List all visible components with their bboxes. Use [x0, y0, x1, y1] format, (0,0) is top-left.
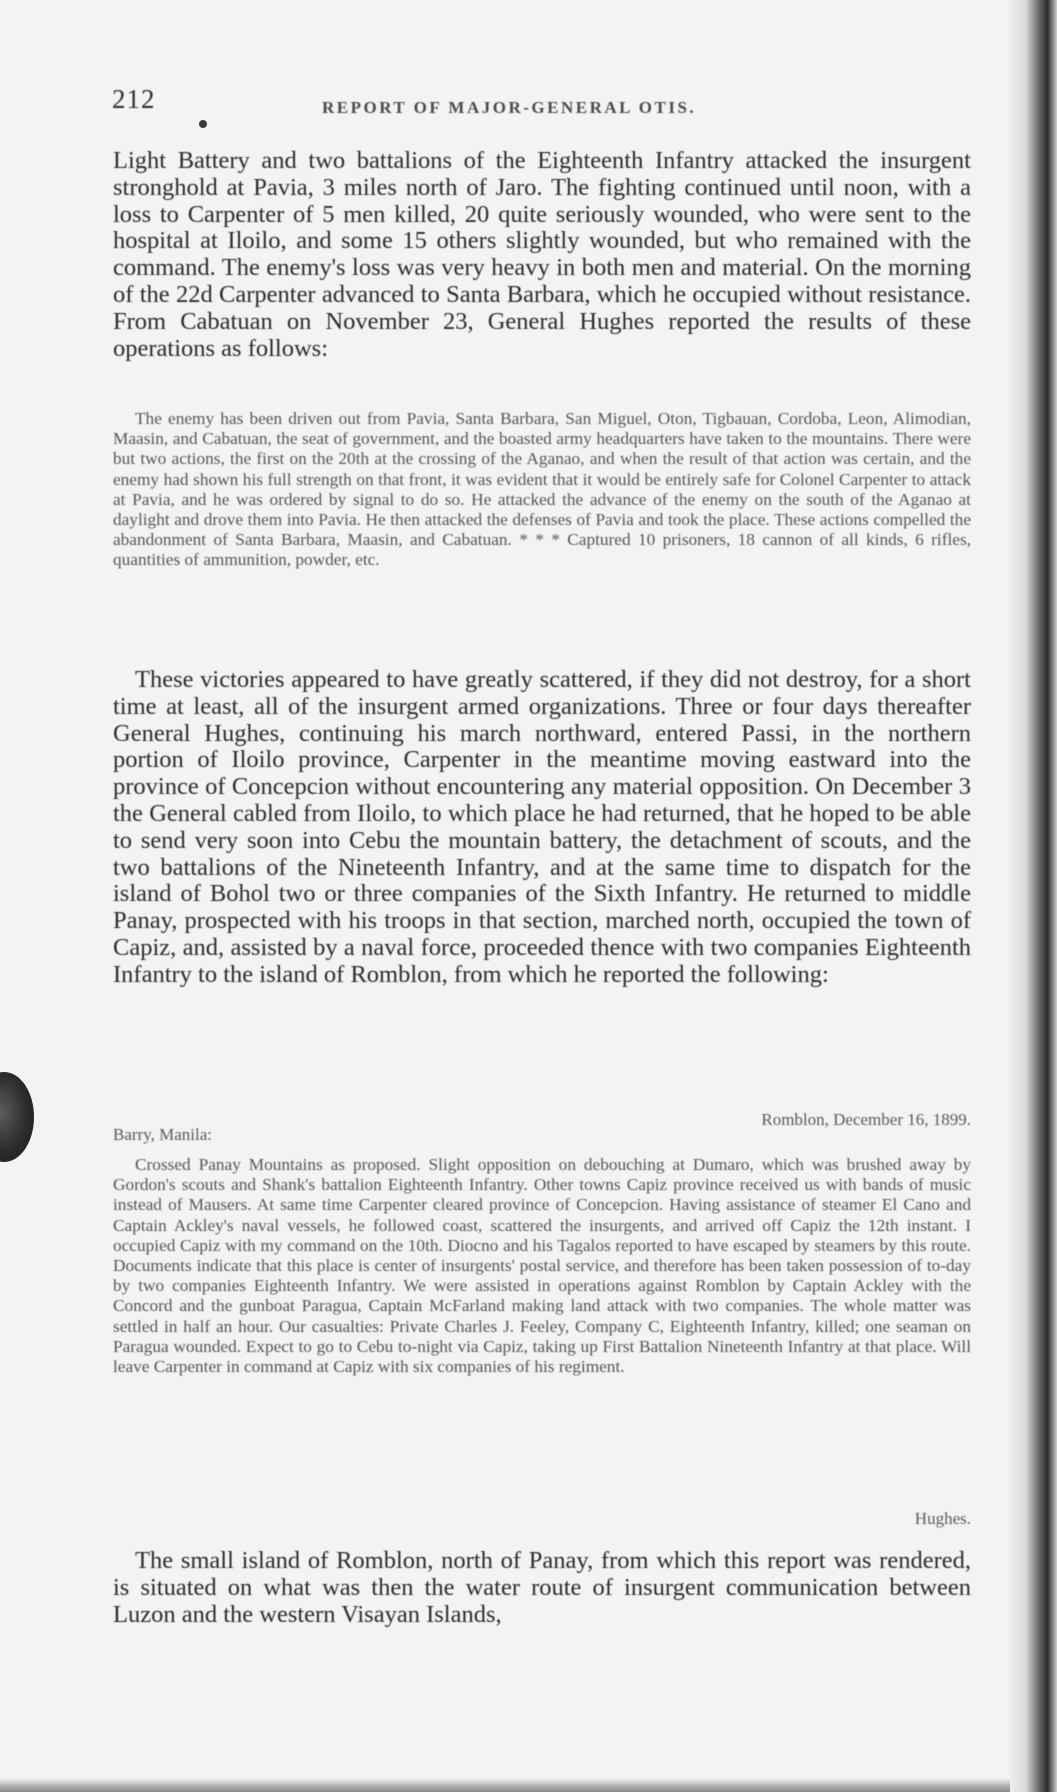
telegram-body: Crossed Panay Mountains as proposed. Slight opposition on debouching at Dumaro, which was brushed away by Gordon's scouts and Shank's battalion Eighteenth Infantry. Other towns Capiz province received us with bands of music instead of Mausers. At same time Carpenter cleared province of Concepcion. Having assistance of steamer El Cano and Captain Ackley's naval vessels, he followed coast, scattered the insurgents, and arrived off Capiz the 12th instant. I occupied Capiz with my command on the 10th. Diocno and his Tagalos reported to have escaped by steamers by this route. Documents indicate that this place is center of insurgents' postal service, and therefore has been taken possession of to-day by two companies Eighteenth Infantry. We were assisted in operations against Romblon by Captain Ackley with the Concord and the gunboat Paragua, Captain McFarland making land attack with two companies. The whole matter was settled in half an hour. Our casualties: Private Charles J. Feeley, Company C, Eighteenth Infantry, killed; one seaman on Paragua wounded. Expect to go to Cebu to-night via Capiz, taking up First Battalion Nineteenth Infantry at that place. Will leave Carpenter in command at Capiz with six companies of his regiment.: [113, 1155, 971, 1377]
page-number: 212: [112, 84, 156, 114]
body-paragraph: The small island of Romblon, north of Panay, from which this report was rendered, is situated on what was then the water route of insurgent communication between Luzon and the western Visayan Islands,: [113, 1547, 971, 1628]
telegram-signature: Hughes.: [914, 1509, 971, 1528]
block-quote: The enemy has been driven out from Pavia, Santa Barbara, San Miguel, Oton, Tigbauan, Cordoba, Leon, Alimodian, Maasin, and Cabatuan, the seat of government, and the boasted army headquarters have taken to the mountains. There were but two actions, the first on the 20th at the crossing of the Aganao, and when the result of that action was certain, and the enemy had shown his full strength on that front, it was evident that it would be entirely safe for Colonel Carpenter to attack at Pavia, and he was ordered by signal to do so. He attacked the advance of the enemy on the south of the Aganao at daylight and drove them into Pavia. He then attacked the defenses of Pavia and took the place. These actions compelled the abandonment of Santa Barbara, Maasin, and Cabatuan. * * * Captured 10 prisoners, 18 cannon of all kinds, 6 rifles, quantities of ammunition, powder, etc.: [113, 409, 971, 570]
telegram-addressee: Barry, Manila:: [113, 1125, 212, 1144]
binding-shadow: [1009, 0, 1057, 1792]
body-paragraph: These victories appeared to have greatly scattered, if they did not destroy, for a short time at least, all of the insurgent armed organizations. Three or four days thereafter General Hughes, continuing his march northward, entered Passi, in the northern portion of Iloilo province, Carpenter in the meantime moving eastward into the province of Concepcion without encountering any material opposition. On December 3 the General cabled from Iloilo, to which place he had returned, that he hoped to be able to send very soon into Cebu the mountain battery, the detachment of scouts, and the two battalions of the Nineteenth Infantry, and at the same time to dispatch for the island of Bohol two or three companies of the Sixth Infantry. He returned to middle Panay, prospected with his troops in that section, marched north, occupied the town of Capiz, and, assisted by a naval force, proceeded thence with two companies Eighteenth Infantry to the island of Romblon, from which he reported the following:: [113, 666, 971, 988]
telegram-dateline: Romblon, December 16, 1899.: [761, 1110, 971, 1129]
body-paragraph: Light Battery and two battalions of the Eighteenth Infantry attacked the insurgent stronghold at Pavia, 3 miles north of Jaro. The fighting continued until noon, with a loss to Carpenter of 5 men killed, 20 quite seriously wounded, who were sent to the hospital at Iloilo, and some 15 others slightly wounded, but who remained with the command. The enemy's loss was very heavy in both men and material. On the morning of the 22d Carpenter advanced to Santa Barbara, which he occupied without resistance. From Cabatuan on November 23, General Hughes reported the results of these operations as follows:: [113, 147, 971, 362]
running-head: REPORT OF MAJOR-GENERAL OTIS.: [322, 98, 697, 117]
